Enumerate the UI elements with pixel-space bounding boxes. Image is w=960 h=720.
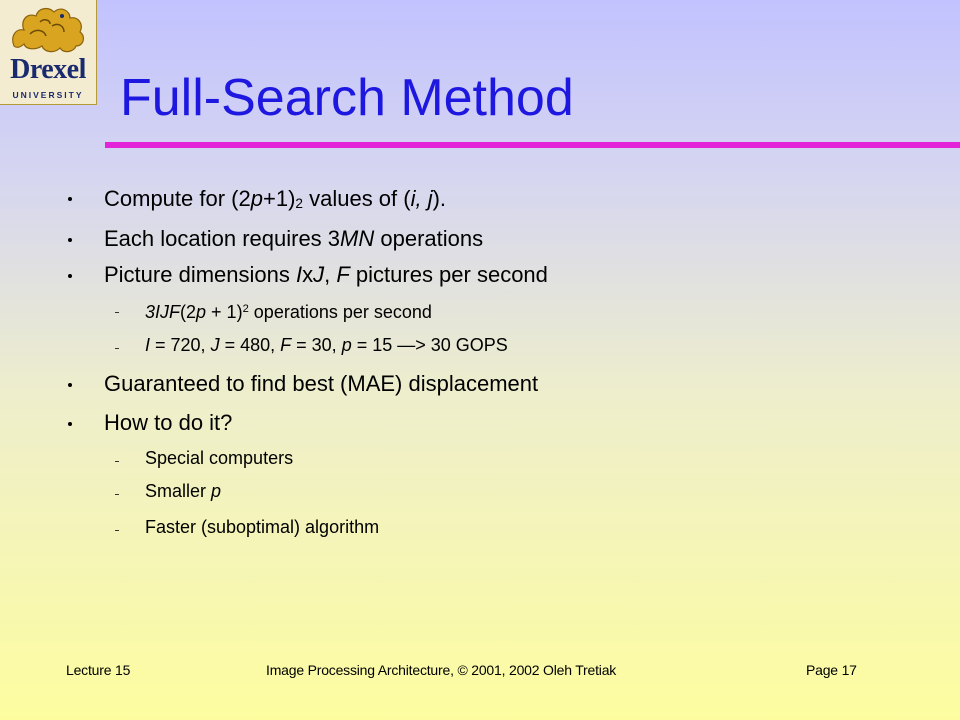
- bullet-guaranteed: Guaranteed to find best (MAE) displacement: [104, 371, 539, 396]
- bullet-how-to: How to do it?: [104, 410, 233, 435]
- footer-lecture: Lecture 15: [66, 662, 131, 678]
- sub-bullet-smaller-p: Smaller p: [145, 481, 222, 501]
- bullet-marker: [68, 238, 72, 242]
- sub-bullet-marker: [115, 348, 119, 349]
- bullet-marker: [68, 197, 72, 201]
- bullet-marker: [68, 274, 72, 278]
- bullet-compute: Compute for $(2p+1)_2$ values of (i, j).: [104, 186, 447, 211]
- sub-bullet-marker: [115, 312, 119, 313]
- sub-bullet-gops: I = 720, J = 480, F = 30, p = 15 —> 30 GOPS: [145, 335, 508, 355]
- sub-bullet-marker: [115, 530, 119, 531]
- slide-title: Full-Search Method: [120, 69, 574, 127]
- footer-course: Image Processing Architecture, © 2001, 2002 Oleh Tretiak: [266, 662, 617, 678]
- sub-bullet-marker: [115, 461, 119, 462]
- logo-subtitle: UNIVERSITY: [12, 90, 84, 100]
- sub-bullet-operations: $3IJF(2p + 1)^2$ operations per second: [145, 302, 432, 322]
- logo-wordmark: Drexel: [10, 54, 86, 85]
- bullet-marker: [68, 383, 72, 387]
- sub-bullet-marker: [115, 494, 119, 495]
- bullet-location: Each location requires 3MN operations: [104, 226, 484, 251]
- sub-bullet-faster-algorithm: Faster (suboptimal) algorithm: [145, 517, 380, 537]
- bullet-marker: [68, 422, 72, 426]
- bullet-picture-dimensions: Picture dimensions IxJ, F pictures per second: [104, 262, 548, 287]
- footer-page-number: Page 17: [806, 662, 857, 678]
- sub-bullet-special-computers: Special computers: [145, 448, 294, 468]
